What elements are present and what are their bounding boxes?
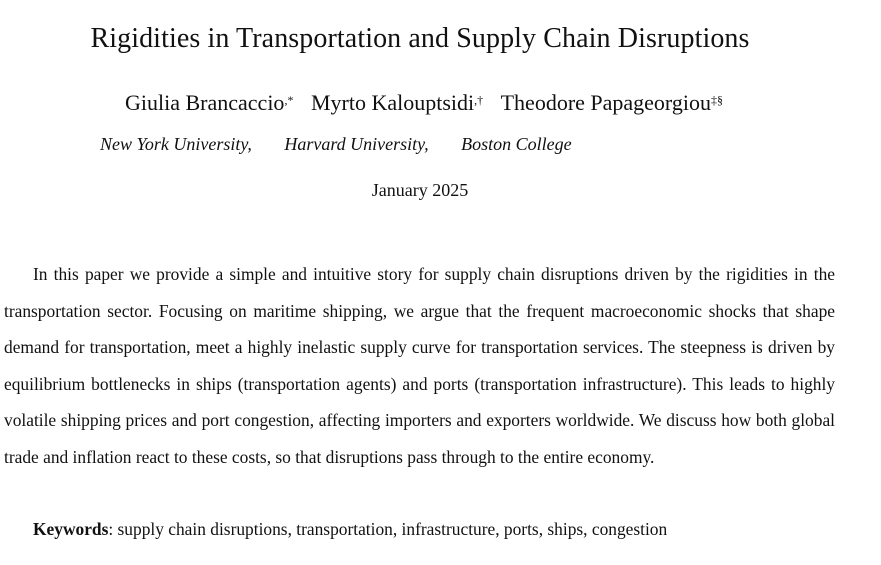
keywords-text: : supply chain disruptions, transportation, infrastructure, ports, ships, congestion: [108, 519, 668, 539]
author-name: Giulia Brancaccio: [125, 90, 285, 115]
author-footnote-mark: ,†: [474, 93, 484, 107]
paper-title: Rigidities in Transportation and Supply Chain Disruptions: [90, 23, 750, 54]
paper-date: January 2025: [371, 180, 469, 200]
author-1: [125, 88, 293, 118]
abstract-text: In this paper we provide a simple and intuitive story for supply chain disruptions driven by the rigidities in the transportation sector. Focusing on maritime shipping, we argue that the frequent macroeconomic shocks that shape demand for transportation, meet a highly inelastic supply curve for transportation services. The steepness is driven by equilibrium bottlenecks in ships (transportation agents) and ports (transportation infrastructure). This leads to highly volatile shipping prices and port congestion, affecting importers and exporters worldwide. We discuss how both global trade and inflation react to these costs, so that disruptions pass through to the entire economy.: [4, 264, 835, 467]
affiliation-1: New York University,: [100, 134, 252, 154]
author-3: [501, 88, 723, 118]
author-name: Myrto Kalouptsidi: [310, 90, 475, 115]
author-name: Theodore Papageorgiou: [500, 90, 711, 115]
author-list: [0, 88, 848, 118]
keywords-line: [33, 515, 835, 543]
affiliation-list: [100, 132, 600, 156]
affiliation-3: Boston College: [461, 134, 572, 154]
author-footnote-mark: ‡§: [710, 93, 723, 107]
keywords-label: Keywords: [33, 519, 109, 539]
affiliation-2: Harvard University,: [284, 134, 429, 154]
author-2: [311, 88, 483, 118]
author-footnote-mark: ,*: [284, 93, 294, 107]
